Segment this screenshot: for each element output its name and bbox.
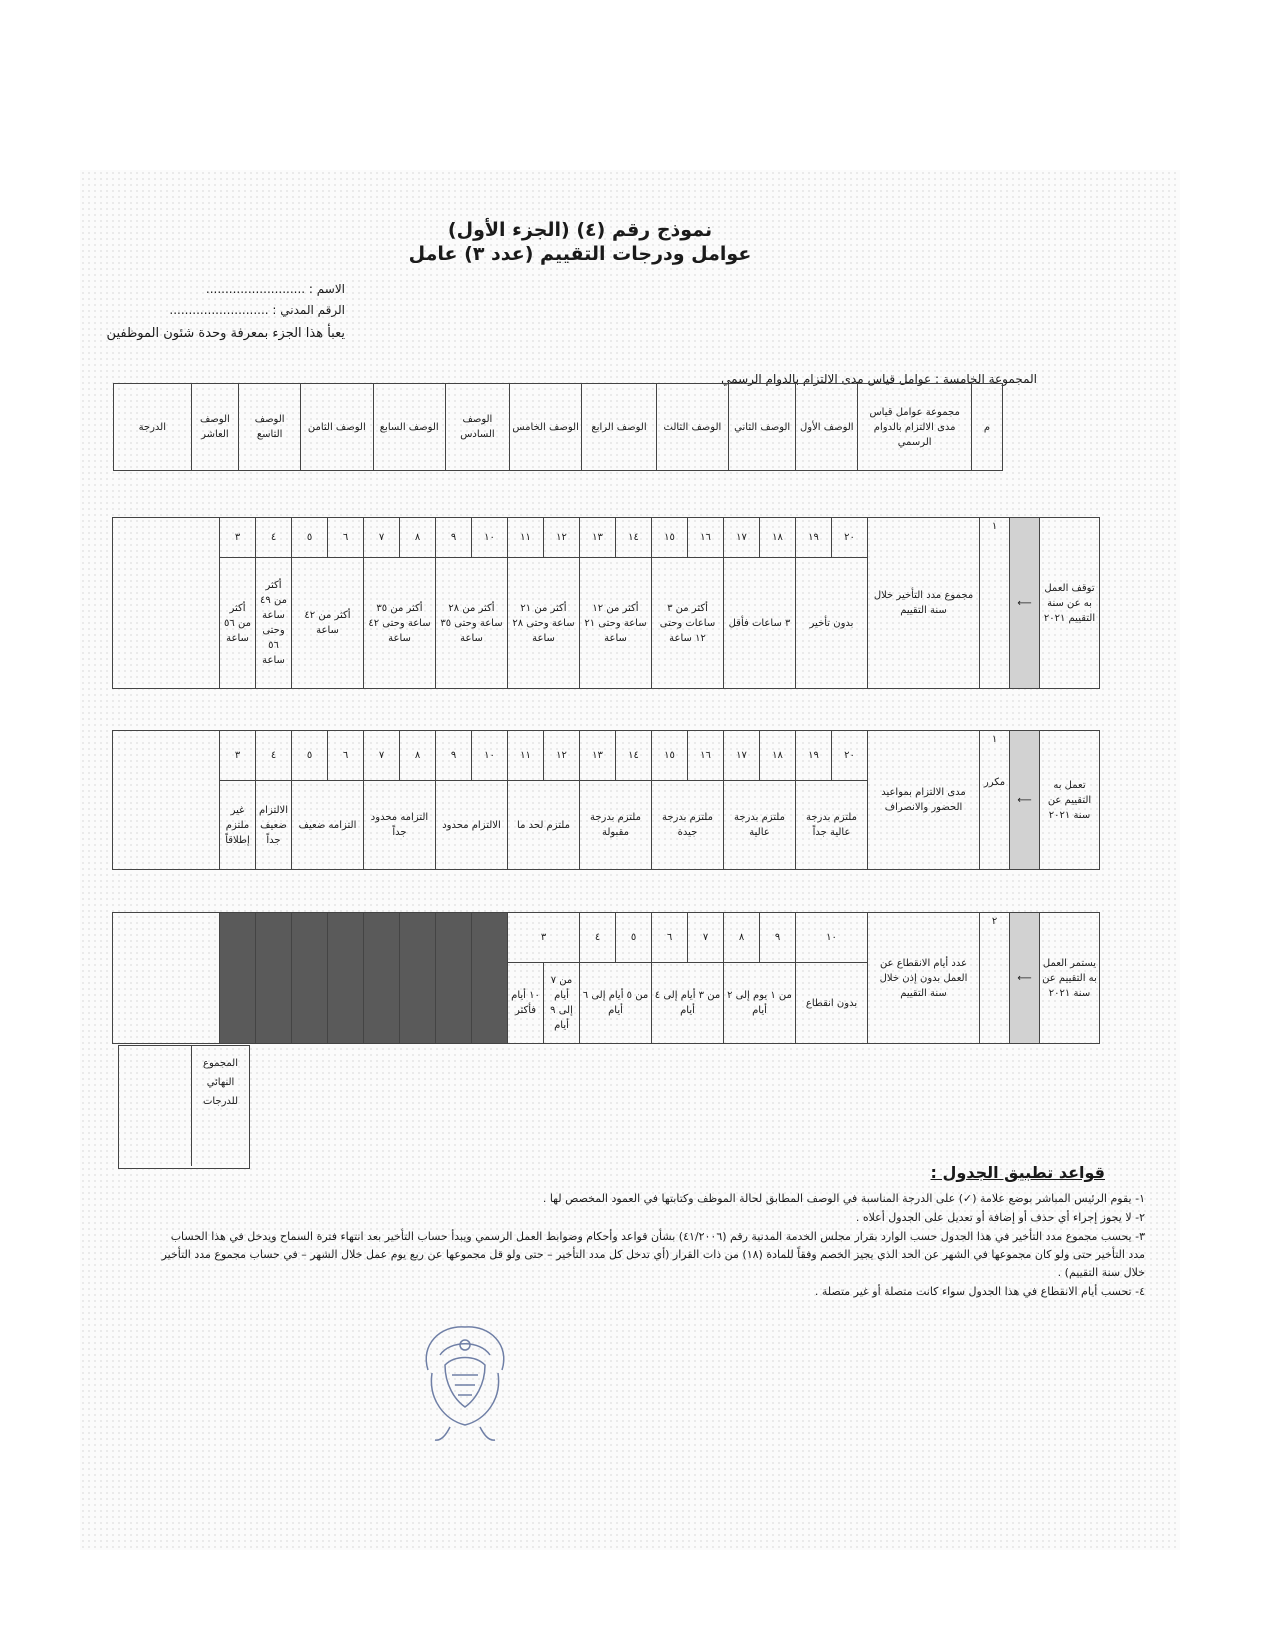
header-cell: الوصف الثاني (729, 384, 796, 471)
score-cell[interactable]: ١٠ (472, 731, 508, 781)
description-cell: من ٥ أيام إلى ٦ أيام (580, 963, 652, 1044)
name-dots: .......................... (205, 282, 306, 296)
rule-item: ٢- لا يجوز إجراء أي حذف أو إضافة أو تعديل على الجدول أعلاه . (855, 1211, 1145, 1224)
description-cell: الالتزام محدود (436, 781, 508, 870)
score-cell[interactable]: ١٨ (760, 518, 796, 558)
description-cell: أكثر من ٣ ساعات وحتى ١٢ ساعة (652, 558, 724, 689)
score-cell[interactable]: ٦ (328, 731, 364, 781)
score-cell[interactable]: ١٦ (688, 518, 724, 558)
score-cell[interactable]: ١٢ (544, 518, 580, 558)
arrow-icon: ⟵ (1010, 913, 1040, 1044)
description-cell: الالتزام ضعيف جداً (256, 781, 292, 870)
score-cell[interactable]: ٩ (760, 913, 796, 963)
rule-item: ٤- تحسب أيام الانقطاع في هذا الجدول سواء كانت متصلة أو غير متصلة . (814, 1285, 1145, 1298)
disabled-cell (256, 913, 292, 1044)
description-cell: بدون تأخير (796, 558, 868, 689)
header-cell: م (972, 384, 1003, 471)
arrow-icon: ⟵ (1010, 731, 1040, 870)
disabled-cell (220, 913, 256, 1044)
disabled-cell (400, 913, 436, 1044)
factor-number: ١ (980, 518, 1010, 689)
description-cell: أكثر من ٢١ ساعة وحتى ٢٨ ساعة (508, 558, 580, 689)
score-cell[interactable]: ٨ (400, 518, 436, 558)
score-cell[interactable]: ١٦ (688, 731, 724, 781)
score-cell[interactable]: ١٣ (580, 518, 616, 558)
header-cell: مجموعة عوامل قياس مدى الالتزام بالدوام الرسمي (858, 384, 972, 471)
arrow-icon: ⟵ (1010, 518, 1040, 689)
title-line-2: عوامل ودرجات التقييم (عدد ٣) عامل (408, 243, 752, 265)
factor-criterion: عدد أيام الانقطاع عن العمل بدون إذن خلال سنة التقييم (868, 913, 980, 1044)
rules-list (155, 1190, 1145, 1302)
description-cell: ملتزم بدرجة عالية (724, 781, 796, 870)
name-label: الاسم : (308, 282, 345, 296)
description-cell: بدون انقطاع (796, 963, 868, 1044)
disabled-cell (292, 913, 328, 1044)
score-cell[interactable]: ٨ (724, 913, 760, 963)
score-cell[interactable]: ٥ (292, 731, 328, 781)
header-cell: الوصف السابع (373, 384, 445, 471)
repeated-marker: مكرر (983, 777, 1006, 788)
disabled-cell (364, 913, 400, 1044)
factor-side-label: تعمل به التقييم عن سنة ٢٠٢١ (1040, 731, 1100, 870)
description-cell: ٣ ساعات فأقل (724, 558, 796, 689)
score-cell[interactable]: ٤ (256, 731, 292, 781)
description-cell: أكثر من ١٢ ساعة وحتى ٢١ ساعة (580, 558, 652, 689)
header-cell: الوصف السادس (445, 384, 509, 471)
description-cell: التزامه ضعيف (292, 781, 364, 870)
score-cell[interactable]: ١٧ (724, 518, 760, 558)
score-cell[interactable]: ٤ (580, 913, 616, 963)
rules-heading: قواعد تطبيق الجدول : (930, 1163, 1105, 1182)
score-cell[interactable]: ٤ (256, 518, 292, 558)
description-cell: من ٣ أيام إلى ٤ أيام (652, 963, 724, 1044)
factor-side-label: يستمر العمل به التقييم عن سنة ٢٠٢١ (1040, 913, 1100, 1044)
score-cell[interactable]: ١٨ (760, 731, 796, 781)
description-cell: أكثر من ٤٢ ساعة (292, 558, 364, 689)
score-cell[interactable]: ٣ (220, 731, 256, 781)
score-cell[interactable]: ٩ (436, 731, 472, 781)
score-cell[interactable]: ١٧ (724, 731, 760, 781)
score-cell[interactable]: ١٩ (796, 731, 832, 781)
factor-table-1 (112, 517, 1100, 689)
total-box (118, 1045, 250, 1169)
form-title (300, 218, 860, 266)
score-cell[interactable]: ٧ (364, 731, 400, 781)
name-field (206, 282, 345, 296)
factor-number: ١ (991, 734, 998, 745)
score-cell[interactable]: ٩ (436, 518, 472, 558)
score-cell[interactable]: ١١ (508, 518, 544, 558)
description-cell: أكثر من ٤٩ ساعة وحتى ٥٦ ساعة (256, 558, 292, 689)
score-cell[interactable]: ١٠ (472, 518, 508, 558)
score-cell[interactable]: ١٤ (616, 518, 652, 558)
score-cell[interactable]: ١٢ (544, 731, 580, 781)
grade-cell[interactable] (113, 518, 220, 689)
rule-item: ٣- يحسب مجموع مدد التأخير في هذا الجدول حسب الوارد بقرار مجلس الخدمة المدنية رقم (٤١/٢٠٠٦) بشأن قواعد وأحكام وضوابط العمل الرسمي ويبدأ حساب التأخير بعد انتهاء فترة السماح ويدخل في هذا الحساب مدد التأخير حتى ولو كان مجموعها في الشهر عن الحد الذي يجيز الخصم وفقاً للمادة (١٨) من ذات القرار (أي تدخل كل مدد التأخير – حتى ولو قل مجموعها عن ربع يوم عمل خلال الشهر – في حساب مجموع مدد التأخير خلال سنة التقييم) . (161, 1230, 1145, 1279)
header-table (113, 383, 1003, 471)
group-title: المجموعة الخامسة : عوامل قياس مدى الالتزام بالدوام الرسمي (721, 372, 1037, 386)
score-cell[interactable]: ٢٠ (832, 731, 868, 781)
description-cell: من ٧ أيام إلى ٩ أيام (544, 963, 580, 1044)
score-cell[interactable]: ١٤ (616, 731, 652, 781)
score-cell[interactable]: ٣ (508, 913, 580, 963)
factor-number: ٢ (980, 913, 1010, 1044)
header-cell: الوصف الثالث (656, 384, 728, 471)
score-cell[interactable]: ١٥ (652, 518, 688, 558)
personnel-note: يعبأ هذا الجزء بمعرفة وحدة شئون الموظفين (106, 326, 345, 341)
factor-side-label: توقف العمل به عن سنة التقييم ٢٠٢١ (1040, 518, 1100, 689)
header-cell: الوصف الخامس (509, 384, 581, 471)
grade-cell[interactable] (113, 731, 220, 870)
description-cell: ١٠ أيام فأكثر (508, 963, 544, 1044)
score-cell[interactable]: ١٥ (652, 731, 688, 781)
total-label: المجموع النهائي للدرجات (191, 1046, 249, 1166)
civil-id-dots: .......................... (169, 303, 269, 317)
header-cell: الوصف العاشر (191, 384, 239, 471)
factor-criterion: مدى الالتزام بمواعيد الحضور والانصراف (868, 731, 980, 870)
civil-id-field (169, 303, 345, 317)
score-cell[interactable]: ١٩ (796, 518, 832, 558)
description-cell: أكثر من ٣٥ ساعة وحتى ٤٢ ساعة (364, 558, 436, 689)
score-cell[interactable]: ٦ (652, 913, 688, 963)
factor-table-3 (112, 912, 1100, 1044)
header-cell: الوصف الثامن (301, 384, 373, 471)
description-cell: التزامه محدود جداً (364, 781, 436, 870)
civil-id-label: الرقم المدني : (272, 303, 345, 317)
score-cell[interactable]: ٥ (292, 518, 328, 558)
score-cell[interactable]: ٨ (400, 731, 436, 781)
grade-cell[interactable] (113, 913, 220, 1044)
header-cell: الوصف الأول (796, 384, 858, 471)
description-cell: ملتزم بدرجة عالية جداً (796, 781, 868, 870)
header-cell: الدرجة (114, 384, 192, 471)
factor-number-cell (980, 731, 1010, 870)
disabled-cell (436, 913, 472, 1044)
score-cell[interactable]: ٣ (220, 518, 256, 558)
title-line-1: نموذج رقم (٤) (الجزء الأول) (447, 219, 713, 241)
score-cell[interactable]: ٧ (688, 913, 724, 963)
official-seal-icon (410, 1315, 520, 1445)
factor-table-2 (112, 730, 1100, 870)
score-cell[interactable]: ٢٠ (832, 518, 868, 558)
score-cell[interactable]: ٥ (616, 913, 652, 963)
score-cell[interactable]: ١٠ (796, 913, 868, 963)
disabled-cell (328, 913, 364, 1044)
description-cell: ملتزم لحد ما (508, 781, 580, 870)
score-cell[interactable]: ١٣ (580, 731, 616, 781)
header-cell: الوصف الرابع (582, 384, 656, 471)
description-cell: من ١ يوم إلى ٢ أيام (724, 963, 796, 1044)
description-cell: أكثر من ٥٦ ساعة (220, 558, 256, 689)
description-cell: غير ملتزم إطلاقاً (220, 781, 256, 870)
header-cell: الوصف التاسع (239, 384, 301, 471)
score-cell[interactable]: ٦ (328, 518, 364, 558)
rule-item: ١- يقوم الرئيس المباشر بوضع علامة (✓) على الدرجة المناسبة في الوصف المطابق لحالة الموظف وكتابتها في العمود المخصص لها . (542, 1192, 1145, 1205)
description-cell: ملتزم بدرجة جيدة (652, 781, 724, 870)
description-cell: ملتزم بدرجة مقبولة (580, 781, 652, 870)
score-cell[interactable]: ١١ (508, 731, 544, 781)
score-cell[interactable]: ٧ (364, 518, 400, 558)
description-cell: أكثر من ٢٨ ساعة وحتى ٣٥ ساعة (436, 558, 508, 689)
disabled-cell (472, 913, 508, 1044)
factor-criterion: مجموع مدد التأخير خلال سنة التقييم (868, 518, 980, 689)
